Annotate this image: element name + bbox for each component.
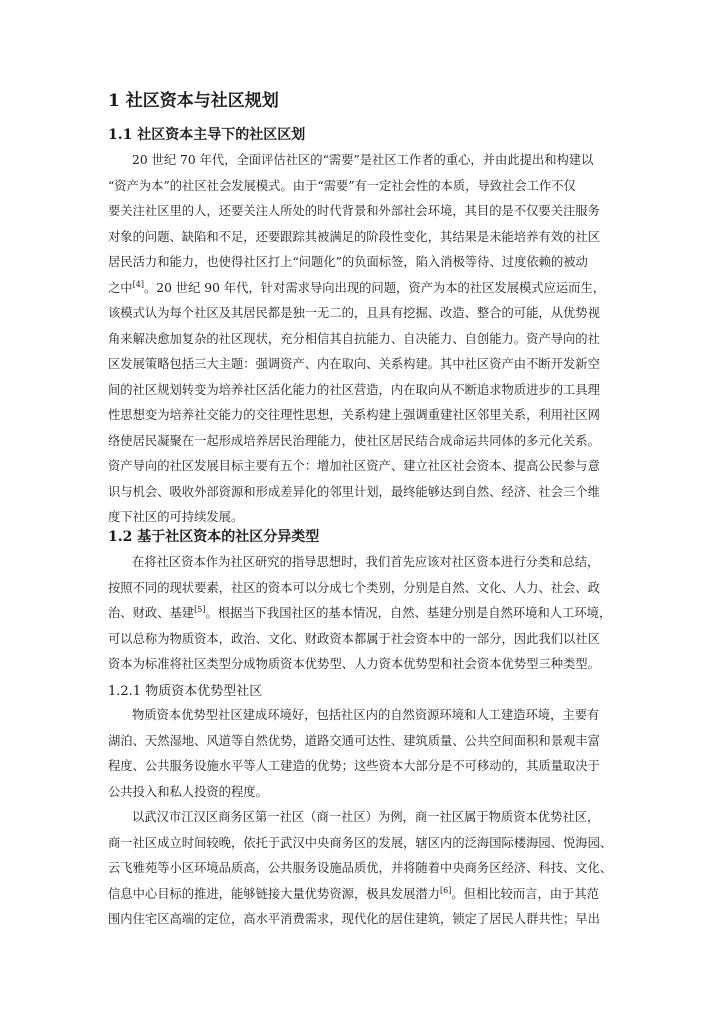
citation-link[interactable]: [5] (194, 604, 206, 614)
citation-link[interactable]: [6] (440, 885, 452, 895)
text-line: 对象的问题、缺陷和不足，还要跟踪其被满足的阶段性变化，其结果是未能培养有效的社区 (108, 229, 600, 244)
section-1-2-1-paragraph-2 (108, 805, 616, 933)
text-line: 角来解决愈加复杂的社区现状，充分相信其自抗能力、自决能力、自创能力。资产导向的社 (108, 331, 600, 346)
text-line: 络使居民凝聚在一起形成培养居民治理能力，使社区居民结合成命运共同体的多元化关系。 (108, 433, 600, 448)
citation-link[interactable]: [4] (132, 279, 144, 289)
section-1-2-1-heading: 1.2.1 物质资本优势型社区 (108, 684, 263, 699)
text-line: 资产导向的社区发展目标主要有五个：增加社区资产、建立社区社会资本、提高公民参与意 (108, 459, 600, 473)
text-segment: 。根据当下我国社区的基本情况，自然、基建分别是自然环境和人工环境， (205, 606, 612, 620)
text-line: 在将社区资本作为社区研究的指导思想时，我们首先应该对社区资本进行分类和总结， (132, 555, 600, 569)
text-segment: 信息中心目标的推进，能够链接大量优势资源，极具发展潜力 (108, 886, 441, 901)
text-line (108, 601, 616, 627)
text-segment: 治、财政、基建 (108, 606, 195, 620)
text-line: 区发展策略包括三大主题：强调资产、内在取向、关系构建。其中社区资产由不断开发新空 (108, 357, 600, 371)
text-segment: 之中 (108, 280, 133, 295)
text-line: 程度、公共服务设施水平等人工建造的优势；这些资本大部分是不可移动的，其质量取决于 (108, 759, 600, 773)
text-line: 资本为标准将社区类型分成物质资本优势型、人力资本优势型和社会资本优势型三种类型。 (108, 657, 600, 671)
section-1-2-heading: 1.2 基于社区资本的社区分异类型 (108, 529, 320, 545)
text-line: 可以总称为物质资本，政治、文化、财政资本都属于社会资本中的一部分，因此我们以社区 (108, 631, 600, 646)
text-line: 要关注社区里的人，还要关注人所处的时代背景和外部社会环境，其目的是不仅要关注服务 (108, 204, 600, 218)
text-line: 20 世纪 70 年代，全面评估社区的“需要”是社区工作者的重心，并由此提出和构建以 (132, 153, 594, 167)
text-line: “资产为本”的社区社会发展模式。由于“需要”有一定社会性的本质，导致社会工作不仅 (108, 178, 576, 193)
text-line: 识与机会、吸收外部资源和形成差异化的邻里计划，最终能够达到自然、经济、社会三个维 (108, 484, 600, 499)
section-1-2-paragraph (108, 550, 616, 678)
text-line: 公共投入和私人投资的程度。 (108, 784, 268, 799)
section-1-2-1-paragraph-1 (108, 703, 616, 805)
text-line: 商一社区成立时间较晚，依托于武汉中央商务区的发展，辖区内的泛海国际楼海园、悦海园、 (108, 835, 613, 850)
text-segment: 。但相比较而言，由于其范 (451, 886, 599, 901)
text-line: 间的社区规划转变为培养社区活化能力的社区营造，内在取向从不断追求物质进步的工具理 (108, 382, 600, 397)
text-line: 物质资本优势型社区建成环境好，包括社区内的自然资源环境和人工建造环境，主要有 (132, 708, 600, 722)
text-line (108, 276, 616, 302)
text-line: 性思想变为培养社交能力的交往理性思想，关系构建上强调重建社区邻里关系，利用社区网 (108, 408, 600, 422)
section-1-heading: 1 社区资本与社区规划 (108, 91, 279, 111)
text-line: 围内住宅区高端的定位，高水平消费需求，现代化的居住建筑，锁定了居民人群共性；早出 (108, 912, 600, 926)
text-line: 该模式认为每个社区及其居民都是独一无二的，且具有挖掘、改造、整合的可能，从优势视 (108, 306, 600, 320)
text-line: 云飞雅苑等小区环境品质高，公共服务设施品质优，并将随着中央商务区经济、科技、文化、 (108, 861, 613, 875)
section-1-1-paragraph (108, 148, 616, 531)
text-line: 按照不同的现状要素，社区的资本可以分成七个类别，分别是自然、文化、人力、社会、政 (108, 580, 600, 595)
text-line: 度下社区的可持续发展。 (108, 510, 244, 524)
text-segment: 。20 世纪 90 年代，针对需求导向出现的问题，资产为本的社区发展模式应运而生， (143, 280, 606, 295)
text-line: 湖泊、天然湿地、风道等自然优势，道路交通可达性、建筑质量、公共空间面积和景观丰富 (108, 733, 600, 748)
text-line (108, 882, 616, 908)
section-1-1-heading: 1.1 社区资本主导下的社区区划 (108, 127, 306, 143)
text-line: 居民活力和能力，也使得社区打上“问题化”的负面标签，陷入消极等待、过度依赖的被动 (108, 255, 588, 269)
text-line: 以武汉市江汉区商务区第一社区（商一社区）为例，商一社区属于物质资本优势社区， (132, 810, 600, 824)
